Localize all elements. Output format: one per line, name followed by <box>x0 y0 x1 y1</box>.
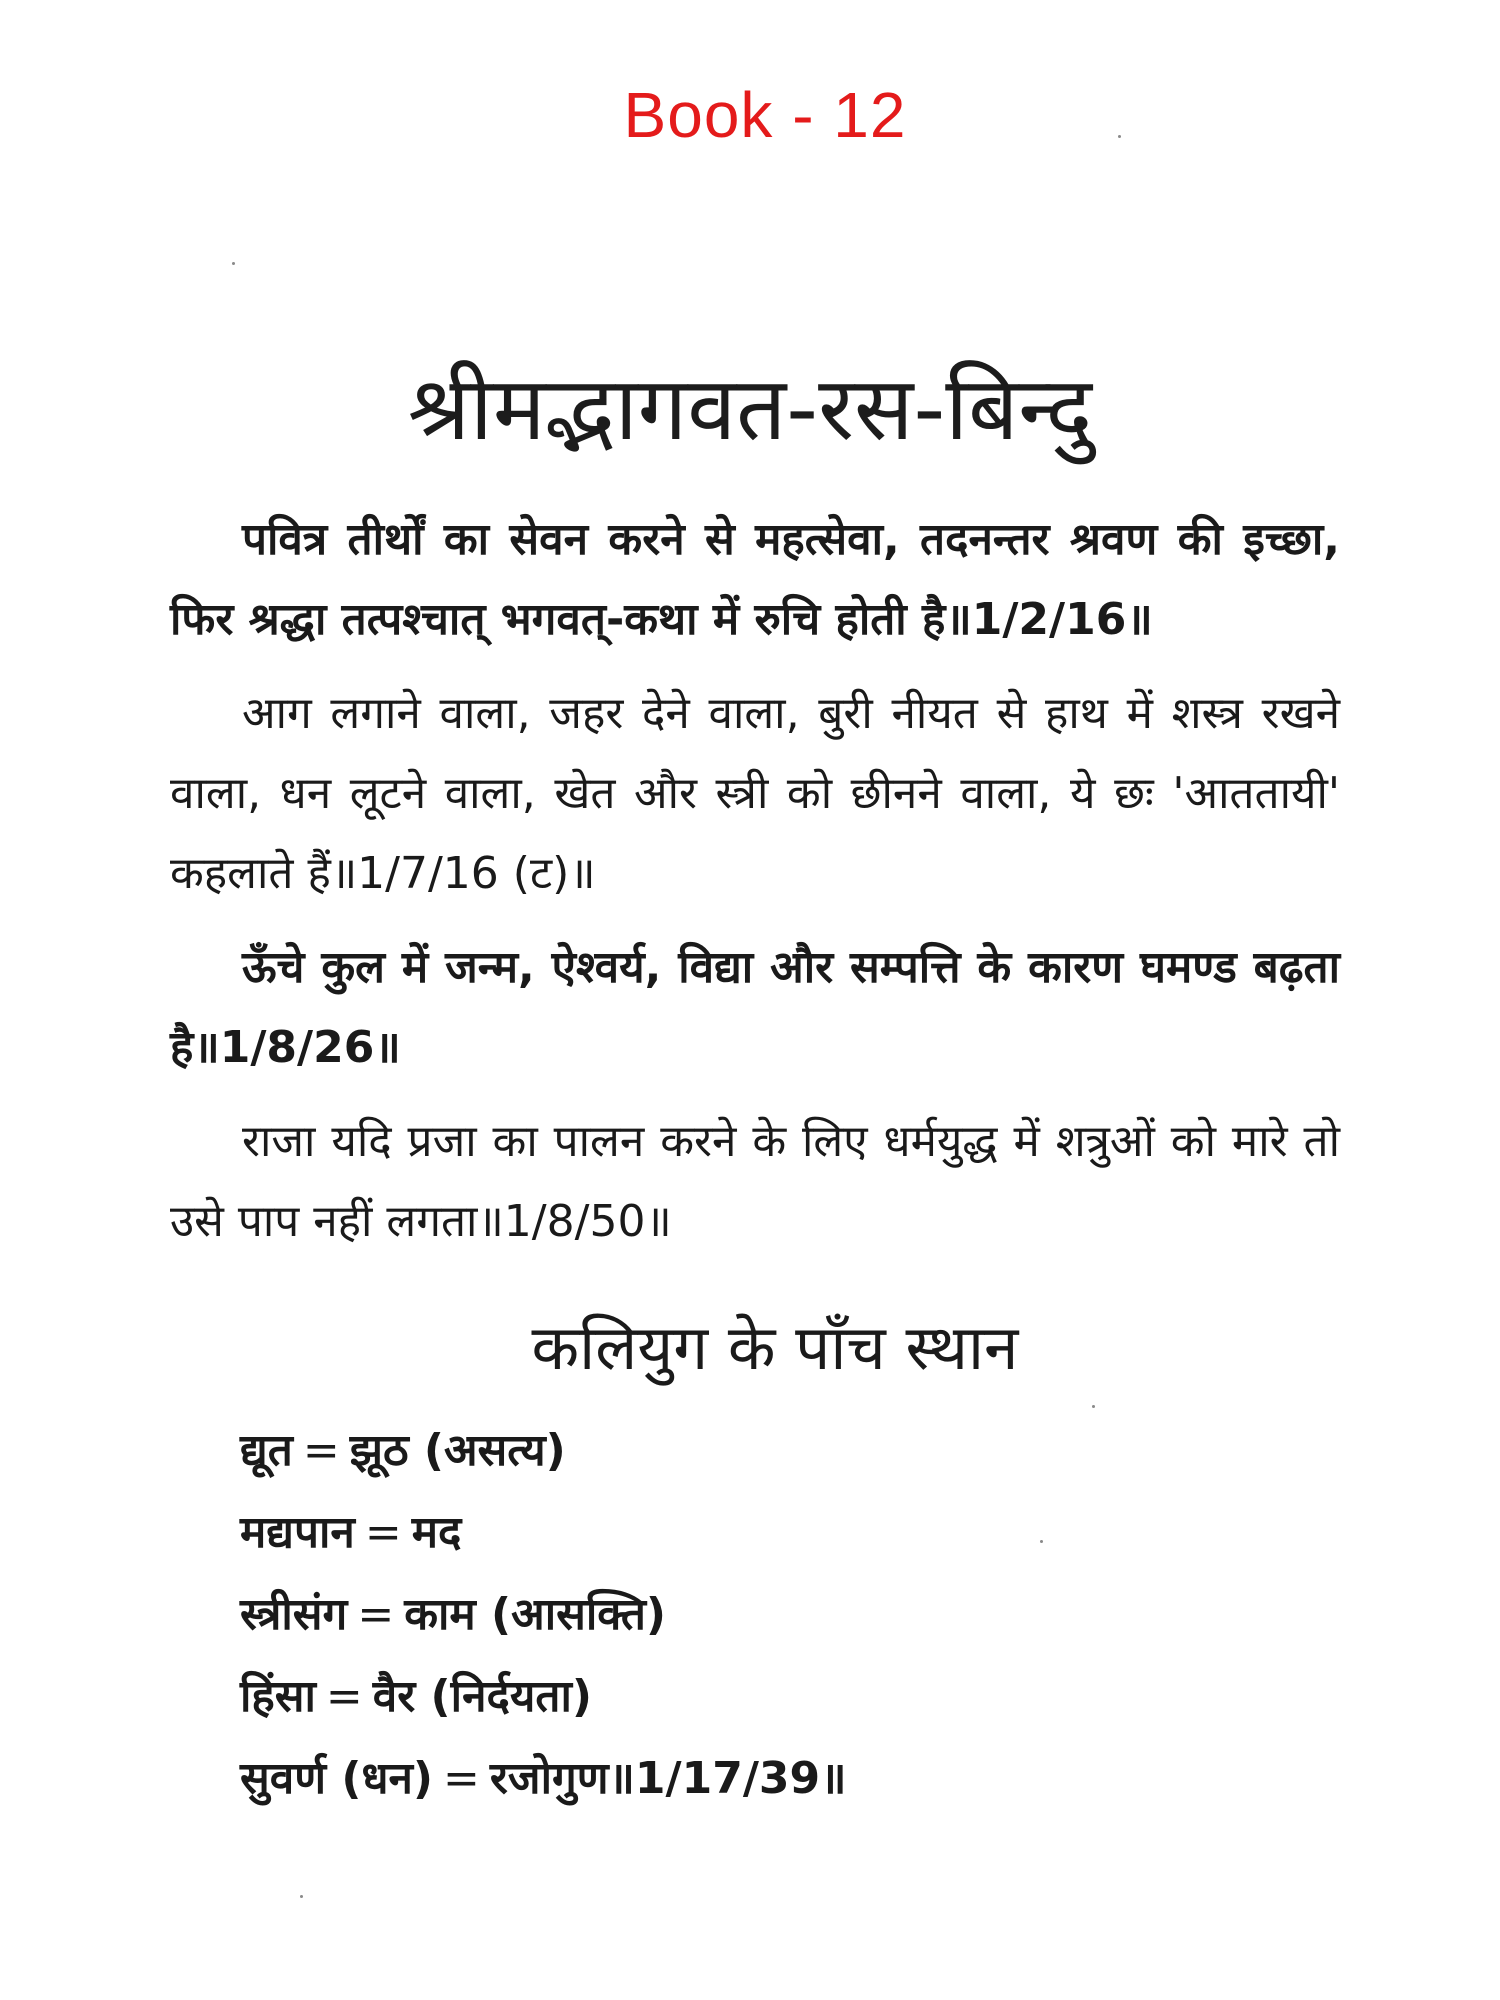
paragraph-2: आग लगाने वाला, जहर देने वाला, बुरी नीयत से हाथ में शस्त्र रखने वाला, धन लूटने वाला, खेत और स्त्री को छीनने वाला, ये छः 'आततायी' कहलाते हैं॥1/7/16 (ट)॥ <box>170 688 1340 899</box>
item-term: मद्यपान <box>240 1507 355 1558</box>
content-body <box>170 500 1340 1820</box>
item-meaning: झूठ (असत्य) <box>349 1425 566 1476</box>
equals-sign: = <box>364 1507 402 1558</box>
paragraph-1: पवित्र तीर्थों का सेवन करने से महत्सेवा, तदनन्तर श्रवण की इच्छा, फिर श्रद्धा तत्पश्चात् भगवत्-कथा में रुचि होती है॥1/2/16॥ <box>170 514 1340 645</box>
item-term: हिंसा <box>240 1671 316 1722</box>
item-meaning: रजोगुण॥1/17/39॥ <box>489 1753 847 1804</box>
equals-sign: = <box>357 1589 395 1640</box>
scan-speck <box>1040 1540 1043 1543</box>
list-item <box>170 1492 1340 1574</box>
item-meaning: मद <box>411 1507 462 1558</box>
list-item <box>170 1738 1340 1820</box>
item-meaning: काम (आसक्ति) <box>404 1589 667 1640</box>
scan-speck <box>1118 135 1121 138</box>
paragraph-3: ऊँचे कुल में जन्म, ऐश्वर्य, विद्या और सम्पत्ति के कारण घमण्ड बढ़ता है॥1/8/26॥ <box>170 942 1340 1073</box>
scan-speck <box>1092 1405 1095 1408</box>
item-meaning: वैर (निर्दयता) <box>372 1671 592 1722</box>
equals-sign: = <box>443 1753 480 1804</box>
item-term: सुवर्ण (धन) <box>240 1753 434 1804</box>
section-title: कलियुग के पाँच स्थान <box>531 1311 1019 1384</box>
paragraph-4: राजा यदि प्रजा का पालन करने के लिए धर्मयुद्ध में शत्रुओं को मारे तो उसे पाप नहीं लगता॥1/8/50॥ <box>170 1116 1340 1247</box>
equals-sign: = <box>302 1425 340 1476</box>
book-label: Book - 12 <box>623 79 907 151</box>
item-term: स्त्रीसंग <box>240 1589 348 1640</box>
list-item <box>170 1574 1340 1656</box>
scan-speck <box>232 262 235 265</box>
equals-sign: = <box>325 1671 363 1722</box>
page-title: श्रीमद्भागवत-रस-बिन्दु <box>407 357 1093 460</box>
item-term: द्यूत <box>240 1425 293 1476</box>
list-item <box>170 1410 1340 1492</box>
scan-speck <box>300 1895 303 1898</box>
list-item <box>170 1656 1340 1738</box>
